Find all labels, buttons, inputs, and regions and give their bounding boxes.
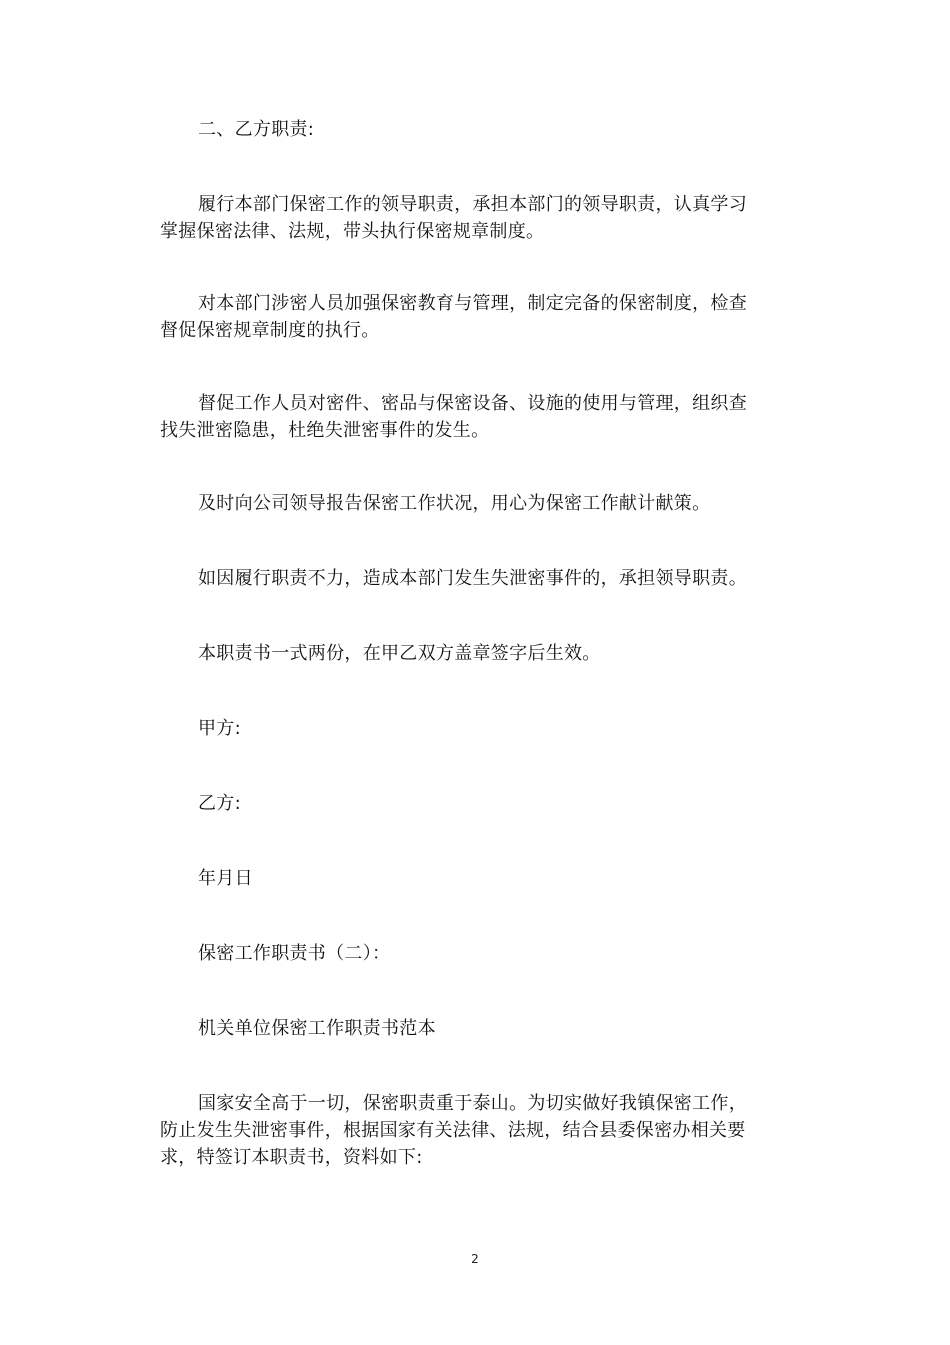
party-b-signature-line: 乙方:	[198, 793, 241, 814]
section-heading-responsibility-two: 保密工作职责书（二）：	[198, 943, 391, 964]
date-line: 年月日	[198, 868, 253, 889]
paragraph-staff-education: 对本部门涉密人员加强保密教育与管理，制定完备的保密制度，检查督促保密规章制度的执行。	[160, 293, 747, 341]
section-heading-party-b-duties: 二、乙方职责:	[198, 119, 315, 140]
document-subtitle: 机关单位保密工作职责书范本	[198, 1018, 436, 1039]
party-a-signature-line: 甲方:	[198, 718, 241, 739]
paragraph-supervision: 督促工作人员对密件、密品与保密设备、设施的使用与管理，组织查找失泄密隐患，杜绝失泄密事件的发生。	[160, 393, 747, 441]
paragraph-national-security: 国家安全高于一切，保密职责重于泰山。为切实做好我镇保密工作，防止发生失泄密事件，根据国家有关法律、法规，结合县委保密办相关要求，特签订本职责书，资料如下:	[160, 1093, 747, 1168]
page-number: 2	[471, 1252, 479, 1266]
paragraph-report: 及时向公司领导报告保密工作状况，用心为保密工作献计献策。	[198, 493, 711, 514]
paragraph-liability: 如因履行职责不力，造成本部门发生失泄密事件的，承担领导职责。	[198, 568, 747, 589]
paragraph-leadership-duty: 履行本部门保密工作的领导职责，承担本部门的领导职责，认真学习掌握保密法律、法规，带头执行保密规章制度。	[160, 194, 747, 242]
paragraph-copies: 本职责书一式两份，在甲乙双方盖章签字后生效。	[198, 643, 601, 664]
